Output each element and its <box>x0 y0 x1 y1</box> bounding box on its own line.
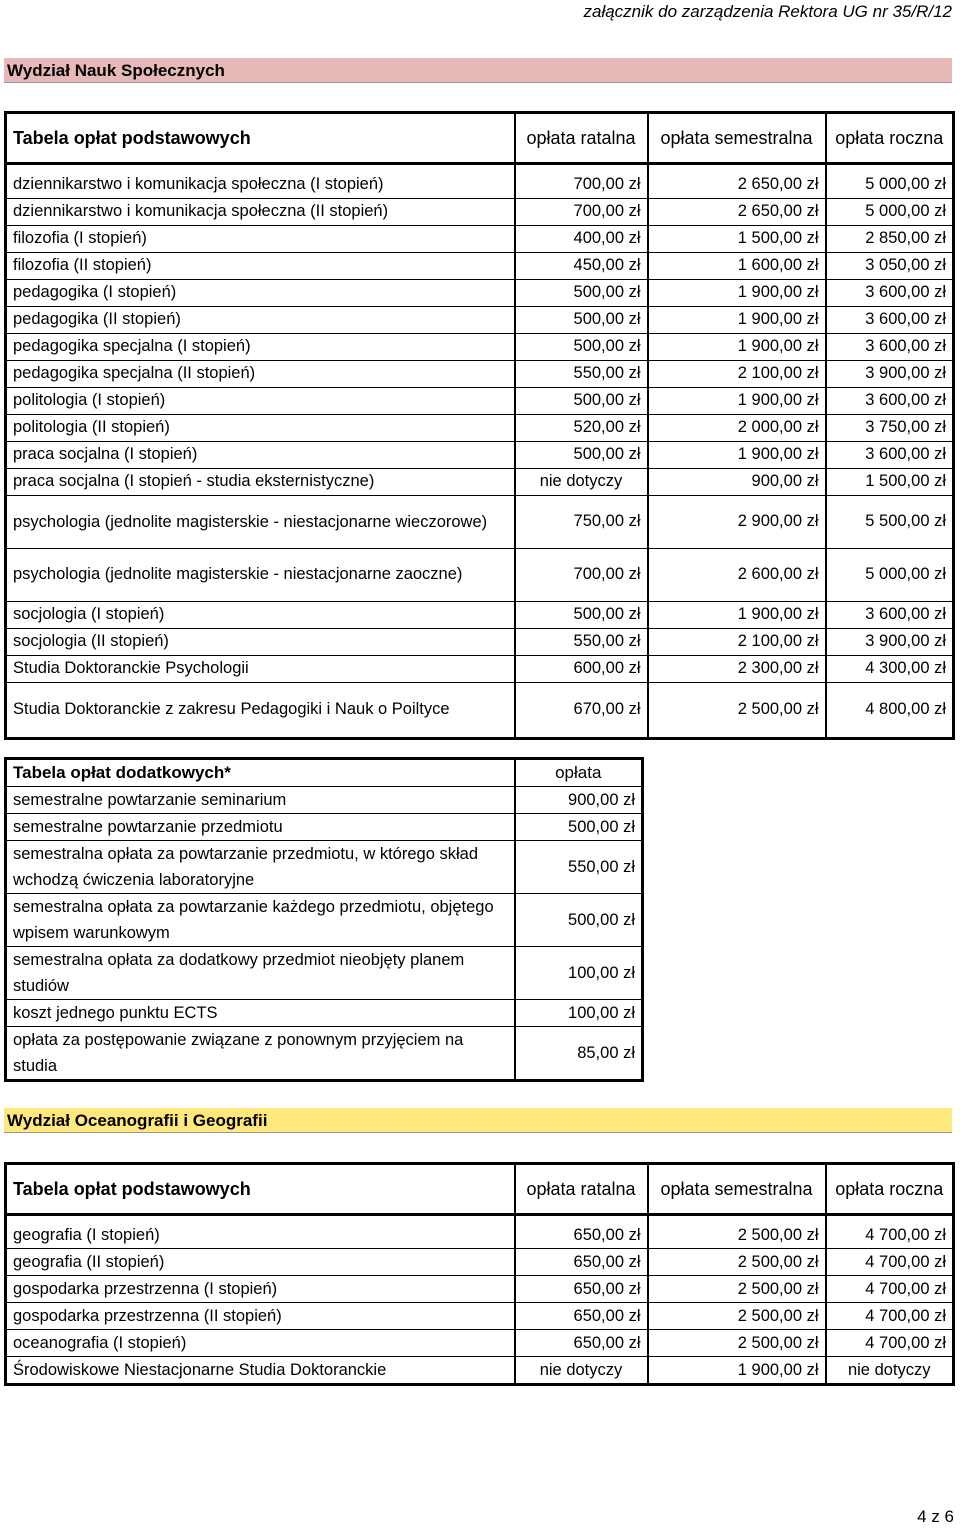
program-name: praca socjalna (I stopień) <box>6 441 515 468</box>
fee-cell: 670,00 zł <box>515 682 648 738</box>
fee-cell: 500,00 zł <box>515 306 648 333</box>
program-name: Studia Doktoranckie z zakresu Pedagogiki i Nauk o Poiltyce <box>6 682 515 738</box>
fee-cell: 4 700,00 zł <box>826 1330 954 1357</box>
fee-cell: 700,00 zł <box>515 548 648 601</box>
table-row <box>6 548 954 601</box>
fee-cell: 2 650,00 zł <box>648 172 826 199</box>
fee-cell: 600,00 zł <box>515 655 648 682</box>
fee-cell: 1 900,00 zł <box>648 601 826 628</box>
fee-description: semestralna opłata za dodatkowy przedmiot nieobjęty planem studiów <box>6 947 515 1000</box>
program-name: gospodarka przestrzenna (I stopień) <box>6 1276 515 1303</box>
fee-cell: 4 700,00 zł <box>826 1276 954 1303</box>
fee-cell: 500,00 zł <box>515 387 648 414</box>
fee-cell: 3 050,00 zł <box>826 252 954 279</box>
table-row <box>6 225 954 252</box>
program-name: geografia (II stopień) <box>6 1249 515 1276</box>
program-name: pedagogika specjalna (II stopień) <box>6 360 515 387</box>
table-row <box>6 333 954 360</box>
fee-description: opłata za postępowanie związane z ponownym przyjęciem na studia <box>6 1027 515 1081</box>
fee-cell: 750,00 zł <box>515 495 648 548</box>
fee-cell: 450,00 zł <box>515 252 648 279</box>
fee-cell: 4 700,00 zł <box>826 1303 954 1330</box>
column-header: opłata <box>515 759 643 787</box>
fee-cell: 500,00 zł <box>515 601 648 628</box>
additional-fees-table <box>4 757 644 1082</box>
table-header-row <box>6 1164 954 1215</box>
column-header: Tabela opłat dodatkowych* <box>6 759 515 787</box>
fee-cell: 700,00 zł <box>515 172 648 199</box>
fee-cell: 500,00 zł <box>515 333 648 360</box>
fee-description: koszt jednego punktu ECTS <box>6 1000 515 1027</box>
fee-cell: 4 700,00 zł <box>826 1222 954 1249</box>
fee-cell: 2 500,00 zł <box>648 682 826 738</box>
fee-description: semestralne powtarzanie seminarium <box>6 787 515 814</box>
fee-cell: nie dotyczy <box>515 468 648 495</box>
table-row <box>6 655 954 682</box>
spacer-row <box>6 164 954 172</box>
fee-cell: 2 500,00 zł <box>648 1249 826 1276</box>
fee-cell: 650,00 zł <box>515 1222 648 1249</box>
fee-description: semestralna opłata za powtarzanie każdego przedmiotu, objętego wpisem warunkowym <box>6 894 515 947</box>
fee-cell: 1 900,00 zł <box>648 441 826 468</box>
table-row <box>6 1357 954 1385</box>
table-header-row <box>6 759 643 787</box>
basic-fees-table <box>4 1162 955 1386</box>
fee-cell: 85,00 zł <box>515 1027 643 1081</box>
table-row <box>6 387 954 414</box>
table-row <box>6 787 643 814</box>
fee-cell: 650,00 zł <box>515 1330 648 1357</box>
faculty-title: Wydział Nauk Społecznych <box>4 58 952 83</box>
program-name: dziennikarstwo i komunikacja społeczna (I stopień) <box>6 172 515 199</box>
fee-cell: 1 900,00 zł <box>648 333 826 360</box>
fee-description: semestralna opłata za powtarzanie przedmiotu, w którego skład wchodzą ćwiczenia laboratoryjne <box>6 841 515 894</box>
fee-cell: 2 100,00 zł <box>648 360 826 387</box>
page-number: 4 z 6 <box>917 1507 954 1526</box>
program-name: socjologia (I stopień) <box>6 601 515 628</box>
fee-cell: 2 300,00 zł <box>648 655 826 682</box>
column-header: opłata roczna <box>826 1164 954 1215</box>
column-header: Tabela opłat podstawowych <box>6 1164 515 1215</box>
table-row <box>6 495 954 548</box>
column-header: Tabela opłat podstawowych <box>6 113 515 164</box>
fee-cell: 3 600,00 zł <box>826 279 954 306</box>
fee-cell: 650,00 zł <box>515 1303 648 1330</box>
fee-cell: 1 900,00 zł <box>648 1357 826 1385</box>
fee-cell: 5 000,00 zł <box>826 198 954 225</box>
program-name: psychologia (jednolite magisterskie - niestacjonarne wieczorowe) <box>6 495 515 548</box>
fee-cell: 3 750,00 zł <box>826 414 954 441</box>
table-row <box>6 360 954 387</box>
fee-cell: 1 600,00 zł <box>648 252 826 279</box>
program-name: psychologia (jednolite magisterskie - niestacjonarne zaoczne) <box>6 548 515 601</box>
fee-cell: 2 500,00 zł <box>648 1330 826 1357</box>
program-name: filozofia (II stopień) <box>6 252 515 279</box>
fee-cell: 2 900,00 zł <box>648 495 826 548</box>
program-name: filozofia (I stopień) <box>6 225 515 252</box>
table-row <box>6 628 954 655</box>
program-name: Studia Doktoranckie Psychologii <box>6 655 515 682</box>
fee-cell: 2 850,00 zł <box>826 225 954 252</box>
fee-cell: nie dotyczy <box>826 1357 954 1385</box>
table-row <box>6 1027 643 1081</box>
program-name: pedagogika specjalna (I stopień) <box>6 333 515 360</box>
faculty-title: Wydział Oceanografii i Geografii <box>4 1108 952 1133</box>
table-row <box>6 1249 954 1276</box>
fee-cell: 2 500,00 zł <box>648 1303 826 1330</box>
program-name: praca socjalna (I stopień - studia eksternistyczne) <box>6 468 515 495</box>
fee-cell: 550,00 zł <box>515 841 643 894</box>
column-header: opłata ratalna <box>515 1164 648 1215</box>
table-row <box>6 414 954 441</box>
fee-cell: 550,00 zł <box>515 628 648 655</box>
fee-cell: 3 600,00 zł <box>826 387 954 414</box>
table-row <box>6 252 954 279</box>
fee-cell: 2 100,00 zł <box>648 628 826 655</box>
fee-cell: 5 000,00 zł <box>826 172 954 199</box>
fee-cell: 5 000,00 zł <box>826 548 954 601</box>
fee-cell: 900,00 zł <box>648 468 826 495</box>
fee-cell: 2 500,00 zł <box>648 1222 826 1249</box>
fee-cell: 1 900,00 zł <box>648 279 826 306</box>
table-row <box>6 1276 954 1303</box>
program-name: Środowiskowe Niestacjonarne Studia Doktoranckie <box>6 1357 515 1385</box>
table-row <box>6 279 954 306</box>
fee-cell: 500,00 zł <box>515 894 643 947</box>
table-row <box>6 172 954 199</box>
column-header: opłata semestralna <box>648 1164 826 1215</box>
fee-cell: 900,00 zł <box>515 787 643 814</box>
program-name: politologia (II stopień) <box>6 414 515 441</box>
program-name: dziennikarstwo i komunikacja społeczna (II stopień) <box>6 198 515 225</box>
table-row <box>6 468 954 495</box>
column-header: opłata ratalna <box>515 113 648 164</box>
fee-cell: 500,00 zł <box>515 279 648 306</box>
column-header: opłata roczna <box>826 113 954 164</box>
program-name: politologia (I stopień) <box>6 387 515 414</box>
fee-cell: 4 800,00 zł <box>826 682 954 738</box>
fee-cell: 3 600,00 zł <box>826 601 954 628</box>
table-row <box>6 198 954 225</box>
fee-cell: 520,00 zł <box>515 414 648 441</box>
fee-cell: 1 500,00 zł <box>648 225 826 252</box>
table-row <box>6 947 643 1000</box>
fee-cell: 1 900,00 zł <box>648 387 826 414</box>
fee-cell: 500,00 zł <box>515 441 648 468</box>
spacer-row <box>6 1215 954 1223</box>
program-name: oceanografia (I stopień) <box>6 1330 515 1357</box>
fee-cell: 3 600,00 zł <box>826 441 954 468</box>
program-name: pedagogika (I stopień) <box>6 279 515 306</box>
table-row <box>6 1303 954 1330</box>
table-header-row <box>6 113 954 164</box>
program-name: gospodarka przestrzenna (II stopień) <box>6 1303 515 1330</box>
fee-cell: nie dotyczy <box>515 1357 648 1385</box>
fee-cell: 2 600,00 zł <box>648 548 826 601</box>
table-row <box>6 841 643 894</box>
fee-description: semestralne powtarzanie przedmiotu <box>6 814 515 841</box>
fee-cell: 550,00 zł <box>515 360 648 387</box>
fee-cell: 2 500,00 zł <box>648 1276 826 1303</box>
table-row <box>6 1000 643 1027</box>
program-name: pedagogika (II stopień) <box>6 306 515 333</box>
fee-cell: 2 000,00 zł <box>648 414 826 441</box>
program-name: geografia (I stopień) <box>6 1222 515 1249</box>
fee-cell: 100,00 zł <box>515 1000 643 1027</box>
table-row <box>6 1222 954 1249</box>
fee-cell: 4 700,00 zł <box>826 1249 954 1276</box>
fee-cell: 3 900,00 zł <box>826 360 954 387</box>
fee-cell: 500,00 zł <box>515 814 643 841</box>
fee-cell: 3 900,00 zł <box>826 628 954 655</box>
table-row <box>6 306 954 333</box>
fee-cell: 1 500,00 zł <box>826 468 954 495</box>
column-header: opłata semestralna <box>648 113 826 164</box>
document-header: załącznik do zarządzenia Rektora UG nr 35/R/12 <box>583 2 952 21</box>
fee-cell: 650,00 zł <box>515 1249 648 1276</box>
table-row <box>6 814 643 841</box>
program-name: socjologia (II stopień) <box>6 628 515 655</box>
fee-cell: 400,00 zł <box>515 225 648 252</box>
basic-fees-table <box>4 111 955 740</box>
table-row <box>6 682 954 738</box>
fee-cell: 2 650,00 zł <box>648 198 826 225</box>
table-row <box>6 601 954 628</box>
fee-cell: 3 600,00 zł <box>826 333 954 360</box>
table-row <box>6 894 643 947</box>
table-row <box>6 441 954 468</box>
table-row <box>6 1330 954 1357</box>
fee-cell: 1 900,00 zł <box>648 306 826 333</box>
fee-cell: 4 300,00 zł <box>826 655 954 682</box>
fee-cell: 3 600,00 zł <box>826 306 954 333</box>
fee-cell: 5 500,00 zł <box>826 495 954 548</box>
fee-cell: 100,00 zł <box>515 947 643 1000</box>
fee-cell: 650,00 zł <box>515 1276 648 1303</box>
fee-cell: 700,00 zł <box>515 198 648 225</box>
